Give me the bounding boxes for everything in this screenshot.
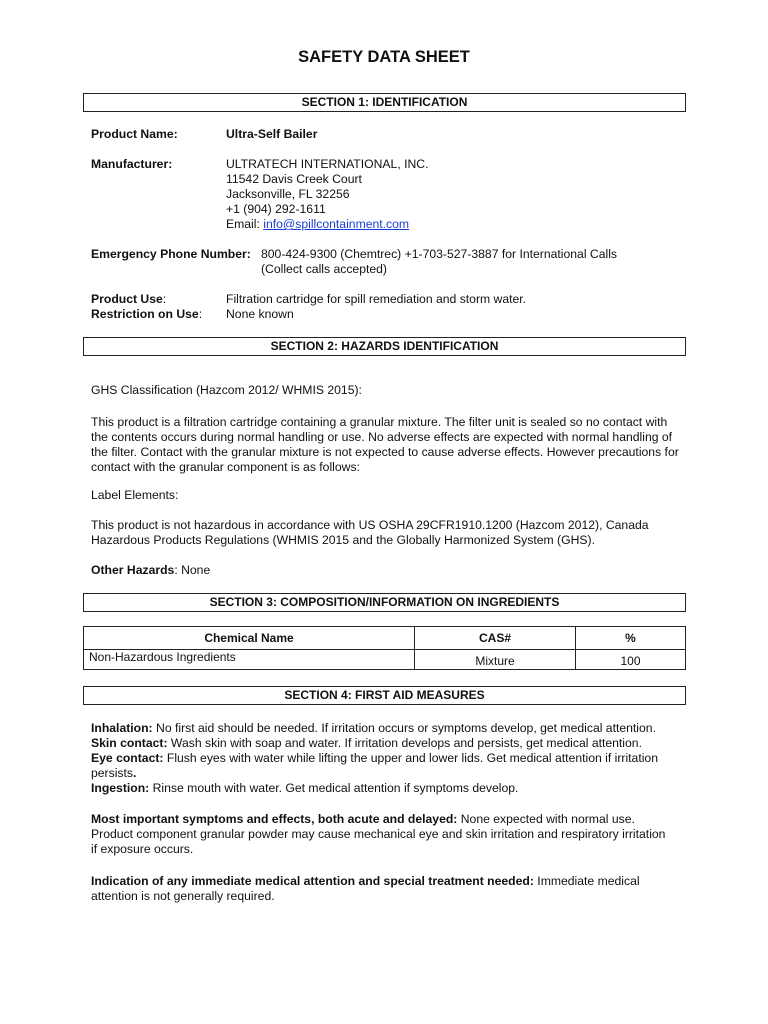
symptoms-text: None expected with normal use. Product component granular powder may cause mechanical eye and skin irritation and respiratory irritation if exposure occurs. bbox=[91, 812, 666, 856]
ingestion-label: Ingestion: bbox=[91, 781, 150, 795]
product-name-label: Product Name: bbox=[91, 127, 178, 141]
first-aid-block bbox=[91, 721, 686, 796]
emergency-phone-label: Emergency Phone Number: bbox=[91, 247, 251, 261]
eye-line bbox=[91, 751, 658, 780]
manufacturer-phone: +1 (904) 292-1611 bbox=[226, 202, 326, 216]
manufacturer-email-line bbox=[226, 217, 409, 232]
emergency-phone-line1: 800-424-9300 (Chemtrec) +1-703-527-3887 for International Calls bbox=[261, 247, 618, 261]
inhalation-label: Inhalation: bbox=[91, 721, 153, 735]
col-header-chemical-name: Chemical Name bbox=[84, 627, 415, 650]
email-label: Email: bbox=[226, 217, 264, 231]
restriction-label: Restriction on Use bbox=[91, 307, 199, 321]
product-use-label-wrap bbox=[91, 292, 166, 307]
other-hazards-value: : None bbox=[174, 563, 211, 577]
indication-paragraph bbox=[91, 874, 676, 904]
document-title: SAFETY DATA SHEET bbox=[298, 48, 470, 66]
skin-text: Wash skin with soap and water. If irritation develops and persists, get medical attention. bbox=[167, 736, 642, 750]
cell-cas: Mixture bbox=[415, 650, 576, 670]
product-use-value: Filtration cartridge for spill remediation and storm water. bbox=[226, 292, 527, 306]
section-4-heading: SECTION 4: FIRST AID MEASURES bbox=[83, 686, 686, 705]
hazards-paragraph: This product is a filtration cartridge containing a granular mixture. The filter unit is sealed so no contact with the contents occurs during normal handling or use. No adverse effects are expected with normal handling of the filter. Contact with the granular mixture is not expected to cause adverse effects. However precautions for contact with the granular component is as follows: bbox=[91, 415, 679, 474]
manufacturer-city: Jacksonville, FL 32256 bbox=[226, 187, 350, 201]
section-3-heading: SECTION 3: COMPOSITION/INFORMATION ON INGREDIENTS bbox=[83, 593, 686, 612]
composition-table bbox=[83, 626, 686, 670]
manufacturer-street: 11542 Davis Creek Court bbox=[226, 172, 362, 186]
emergency-phone-line2: (Collect calls accepted) bbox=[261, 262, 387, 276]
table-row bbox=[84, 650, 686, 670]
not-hazardous-paragraph: This product is not hazardous in accordance with US OSHA 29CFR1910.1200 (Hazcom 2012), Canada Hazardous Products Regulations (WHMIS 2015 and the Globally Harmonized System (GHS). bbox=[91, 518, 649, 547]
ingestion-text: Rinse mouth with water. Get medical attention if symptoms develop. bbox=[149, 781, 519, 795]
symptoms-label: Most important symptoms and effects, both acute and delayed: bbox=[91, 812, 458, 826]
col-header-cas: CAS# bbox=[415, 627, 576, 650]
product-name-value: Ultra-Self Bailer bbox=[226, 127, 318, 141]
product-use-label: Product Use bbox=[91, 292, 163, 306]
ingestion-line bbox=[91, 781, 518, 795]
section-2-heading: SECTION 2: HAZARDS IDENTIFICATION bbox=[83, 337, 686, 356]
eye-end: . bbox=[133, 766, 137, 780]
indication-label: Indication of any immediate medical attention and special treatment needed: bbox=[91, 874, 534, 888]
inhalation-line bbox=[91, 721, 656, 735]
email-link[interactable]: info@spillcontainment.com bbox=[263, 217, 410, 231]
product-use-colon: : bbox=[162, 292, 167, 306]
skin-label: Skin contact: bbox=[91, 736, 168, 750]
restriction-colon: : bbox=[198, 307, 203, 321]
cell-chemical-name: Non-Hazardous Ingredients bbox=[84, 650, 415, 670]
indication-text: Immediate medical attention is not generally required. bbox=[91, 874, 640, 903]
label-elements: Label Elements: bbox=[91, 488, 179, 502]
section-1-heading: SECTION 1: IDENTIFICATION bbox=[83, 93, 686, 112]
other-hazards bbox=[91, 563, 210, 578]
restriction-label-wrap bbox=[91, 307, 202, 322]
manufacturer-label: Manufacturer: bbox=[91, 157, 173, 171]
table-header-row bbox=[84, 627, 686, 650]
eye-text: Flush eyes with water while lifting the upper and lower lids. Get medical attention if irritation persists bbox=[91, 751, 658, 780]
restriction-value: None known bbox=[226, 307, 294, 321]
inhalation-text: No first aid should be needed. If irritation occurs or symptoms develop, get medical attention. bbox=[152, 721, 656, 735]
manufacturer-name: ULTRATECH INTERNATIONAL, INC. bbox=[226, 157, 429, 171]
eye-label: Eye contact: bbox=[91, 751, 164, 765]
ghs-classification: GHS Classification (Hazcom 2012/ WHMIS 2015): bbox=[91, 383, 362, 397]
col-header-percent: % bbox=[576, 627, 686, 650]
other-hazards-label: Other Hazards bbox=[91, 563, 175, 577]
skin-line bbox=[91, 736, 642, 750]
cell-percent: 100 bbox=[576, 650, 686, 670]
symptoms-paragraph bbox=[91, 812, 671, 857]
